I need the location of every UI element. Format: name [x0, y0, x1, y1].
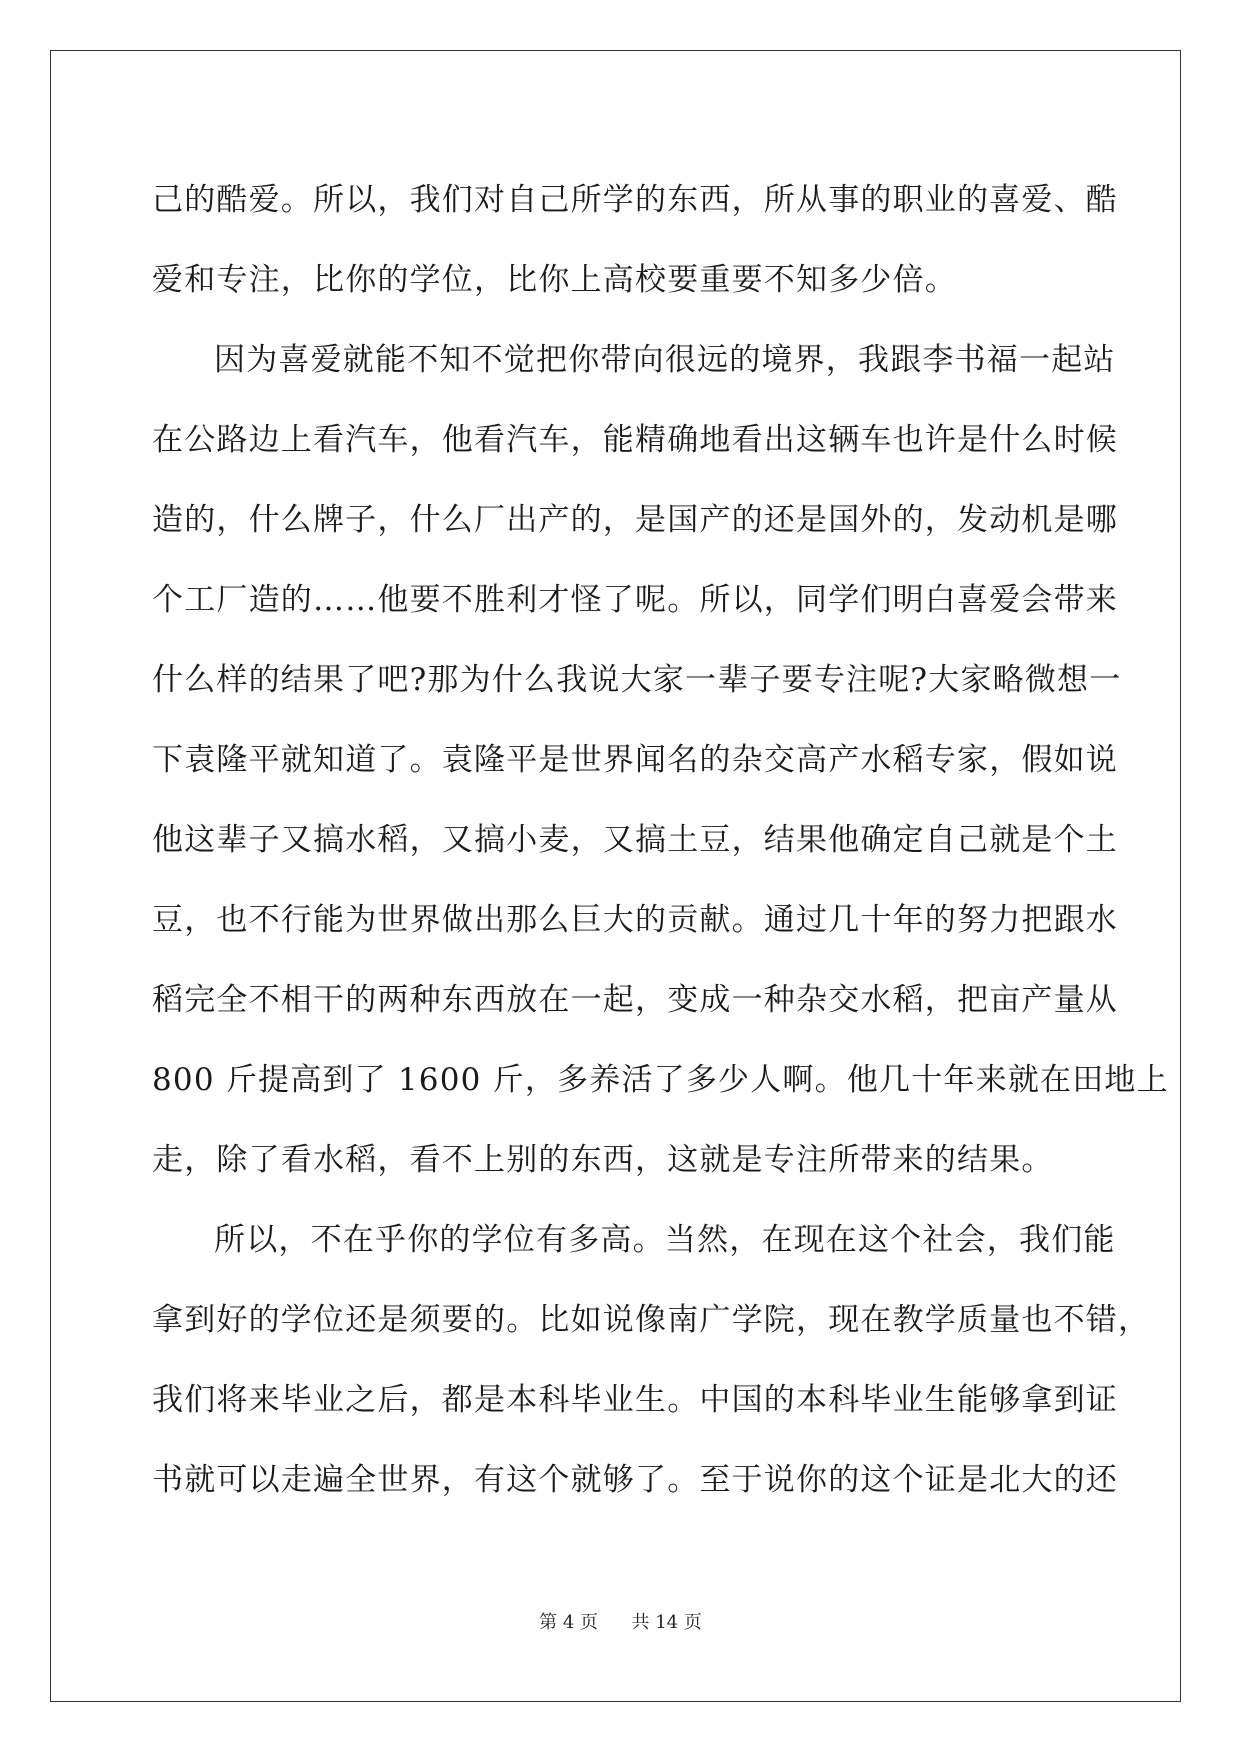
- text-line: 拿到好的学位还是须要的。比如说像南广学院，现在教学质量也不错，: [152, 1302, 1151, 1338]
- text-line: 他这辈子又搞水稻，又搞小麦，又搞土豆，结果他确定自己就是个土: [152, 822, 1118, 858]
- text-line: 我们将来毕业之后，都是本科毕业生。中国的本科毕业生能够拿到证: [152, 1382, 1118, 1418]
- text-line: 在公路边上看汽车，他看汽车，能精确地看出这辆车也许是什么时候: [152, 422, 1118, 458]
- text-line-paragraph-start: 因为喜爱就能不知不觉把你带向很远的境界，我跟李书福一起站: [214, 342, 1116, 378]
- body-text: [152, 160, 1169, 1520]
- text-line: 书就可以走遍全世界，有这个就够了。至于说你的这个证是北大的还: [152, 1462, 1118, 1498]
- text-line: 己的酷爱。所以，我们对自己所学的东西，所从事的职业的喜爱、酷: [152, 182, 1118, 218]
- page-total: 共 14 页: [631, 1612, 702, 1633]
- text-line: 豆，也不行能为世界做出那么巨大的贡献。通过几十年的努力把跟水: [152, 902, 1118, 938]
- text-line: 下袁隆平就知道了。袁隆平是世界闻名的杂交高产水稻专家，假如说: [152, 742, 1118, 778]
- text-line: 爱和专注，比你的学位，比你上高校要重要不知多少倍。: [152, 262, 957, 298]
- text-line-paragraph-start: 所以，不在乎你的学位有多高。当然，在现在这个社会，我们能: [214, 1222, 1116, 1258]
- text-line: 什么样的结果了吧?那为什么我说大家一辈子要专注呢?大家略微想一: [152, 662, 1122, 698]
- text-line: 稻完全不相干的两种东西放在一起，变成一种杂交水稻，把亩产量从: [152, 982, 1118, 1018]
- page-number: 第 4 页: [539, 1612, 599, 1633]
- text-line: 走，除了看水稻，看不上别的东西，这就是专注所带来的结果。: [152, 1142, 1054, 1178]
- page-footer: [0, 1608, 1241, 1634]
- text-line: 800 斤提高到了 1600 斤，多养活了多少人啊。他几十年来就在田地上: [152, 1062, 1169, 1098]
- text-line: 造的，什么牌子，什么厂出产的，是国产的还是国外的，发动机是哪: [152, 502, 1118, 538]
- text-line: 个工厂造的……他要不胜利才怪了呢。所以，同学们明白喜爱会带来: [152, 582, 1118, 618]
